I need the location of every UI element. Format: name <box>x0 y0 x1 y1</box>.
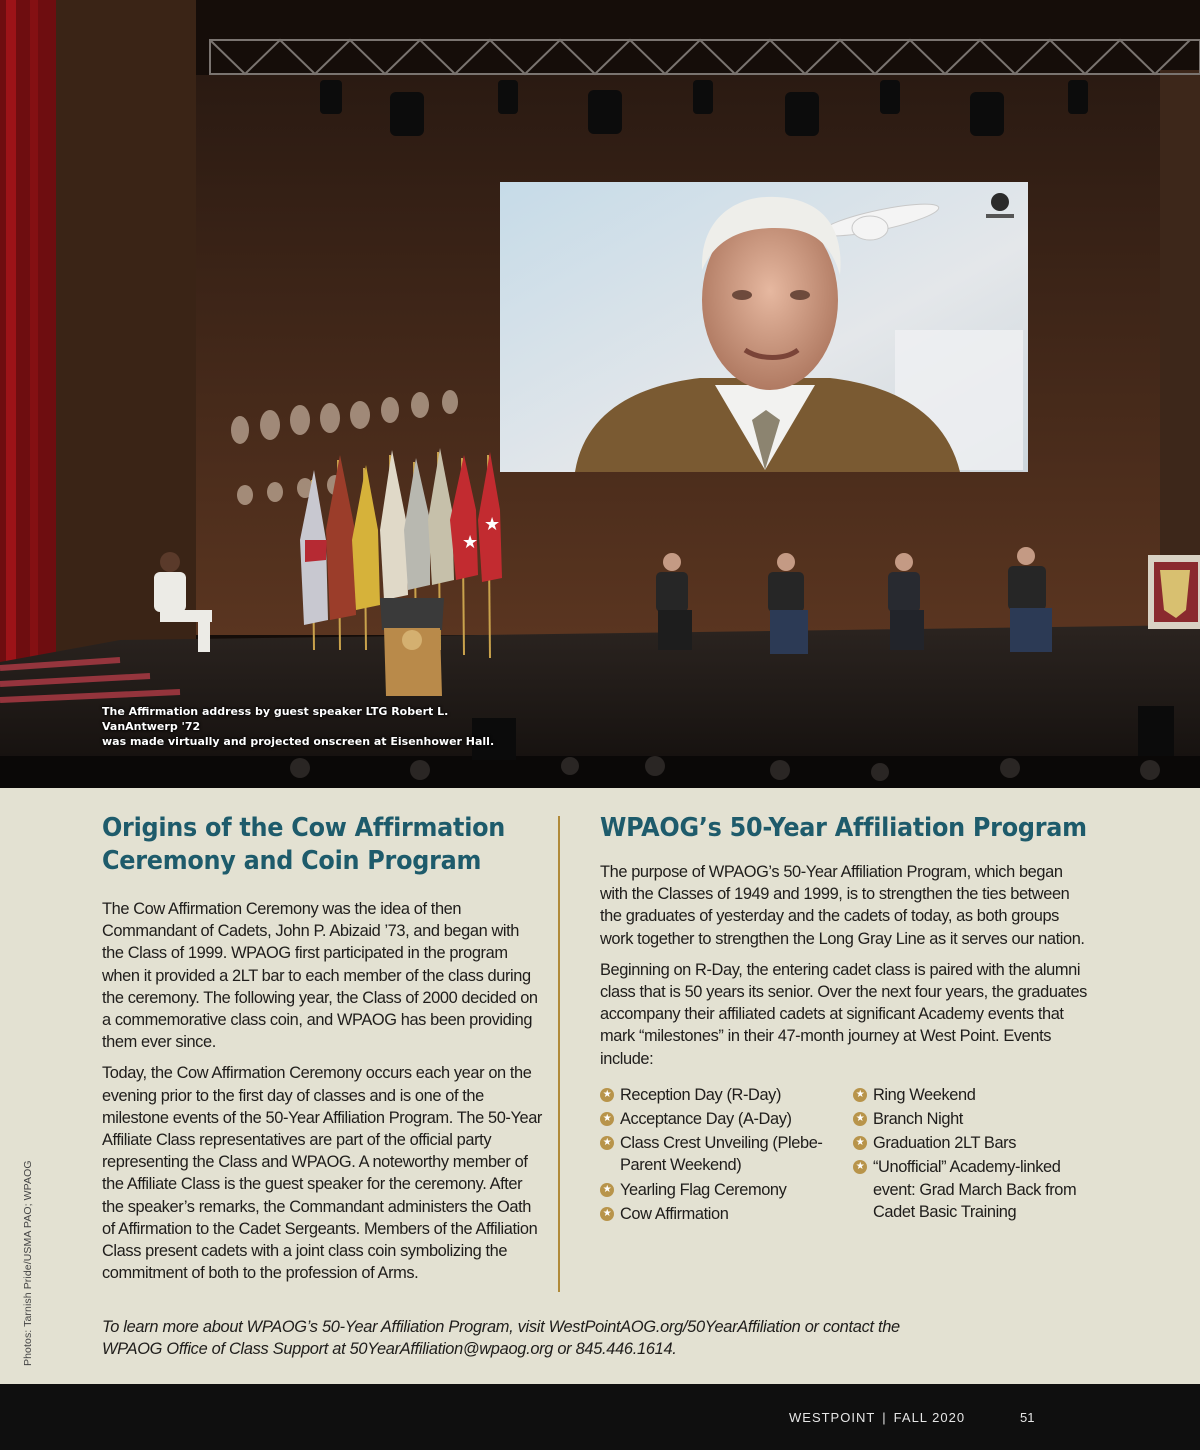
events-list-column-1 <box>600 1084 853 1227</box>
origins-paragraph-1: The Cow Affirmation Ceremony was the idea of then Commandant of Cadets, John P. Abizaid ’73, and began with the Class of 1999. WPAOG first participated in the program when it provided a 2LT bar to each member of the class during the ceremony. The following year, the Class of 2000 decided on a commemorative class coin, and WPAOG has been providing them ever since. <box>102 900 538 1052</box>
svg-text:★: ★ <box>462 532 479 553</box>
origins-paragraph-2: Today, the Cow Affirmation Ceremony occurs each year on the evening prior to the first day of classes and is one of the milestone events of the 50-Year Affiliation Program. The 50-Year Affiliate Class representatives are part of the official party representing the Class and WPAOG. A noteworthy member of the Affiliate Class is the guest speaker for the ceremony. After the speaker’s remarks, the Commandant administers the Oath of Affirmation to the Cadet Sergeants. Members of the Affiliation Class present cadets with a joint class coin symbolizing the commitment of both to the profession of Arms. <box>102 1064 542 1283</box>
caption-line-2: was made virtually and projected onscreen at Eisenhower Hall. <box>102 735 495 748</box>
class-crest-board <box>1148 555 1200 629</box>
lectern <box>380 598 444 696</box>
events-list-column-2 <box>853 1084 1088 1227</box>
star-bullet-icon: ★ <box>853 1160 867 1174</box>
star-bullet-icon: ★ <box>600 1207 614 1221</box>
origins-heading-line-2: Ceremony and Coin Program <box>102 846 482 876</box>
issue-name: FALL 2020 <box>893 1410 966 1425</box>
learn-more-note <box>102 1316 1082 1360</box>
page-number: 51 <box>1020 1410 1035 1425</box>
column-divider <box>558 816 560 1292</box>
star-bullet-icon: ★ <box>600 1112 614 1126</box>
list-item: ★ Class Crest Unveiling (Plebe-Parent Weekend) <box>600 1132 853 1176</box>
star-bullet-icon: ★ <box>853 1088 867 1102</box>
page-footer <box>0 1384 1200 1450</box>
caption-line-1: The Affirmation address by guest speaker LTG Robert L. VanAntwerp '72 <box>102 705 449 733</box>
star-bullet-icon: ★ <box>853 1136 867 1150</box>
publication-name: WESTPOINT <box>789 1410 876 1425</box>
origins-heading-line-1: Origins of the Cow Affirmation <box>102 813 506 843</box>
learn-more-line-1: To learn more about WPAOG’s 50-Year Affiliation Program, visit WestPointAOG.org/50YearAffiliation or contact the <box>102 1318 900 1336</box>
list-item: ★ Cow Affirmation <box>600 1203 853 1225</box>
star-bullet-icon: ★ <box>600 1136 614 1150</box>
list-item: ★ “Unofficial” Academy-linked event: Grad March Back from Cadet Basic Training <box>853 1156 1088 1223</box>
affiliation-paragraph-1: The purpose of WPAOG’s 50-Year Affiliation Program, which began with the Classes of 1949 and 1999, is to strengthen the ties between the graduates of yesterday and the cadets of today, as both groups work together to strengthen the Long Gray Line as it serves our nation. <box>600 863 1085 948</box>
list-item: ★ Ring Weekend <box>853 1084 1088 1106</box>
events-list <box>600 1084 1092 1227</box>
star-bullet-icon: ★ <box>600 1088 614 1102</box>
affiliation-column <box>600 812 1092 1227</box>
footer-separator: | <box>882 1410 887 1425</box>
photo-credit: Photos: Tarnish Pride/USMA PAO; WPAOG <box>22 1160 34 1366</box>
publication-info <box>789 1410 965 1425</box>
list-item: ★ Acceptance Day (A-Day) <box>600 1108 853 1130</box>
learn-more-line-2: WPAOG Office of Class Support at 50YearAffiliation@wpaog.org or 845.446.1614. <box>102 1340 677 1359</box>
list-item: ★ Branch Night <box>853 1108 1088 1130</box>
photo-caption <box>102 704 522 749</box>
list-item: ★ Yearling Flag Ceremony <box>600 1179 853 1201</box>
list-item: ★ Graduation 2LT Bars <box>853 1132 1088 1154</box>
list-item: ★ Reception Day (R-Day) <box>600 1084 853 1106</box>
origins-column <box>102 812 542 1293</box>
svg-text:★: ★ <box>484 514 501 535</box>
origins-heading <box>102 812 539 878</box>
affiliation-heading: WPAOG’s 50-Year Affiliation Program <box>600 813 1087 843</box>
star-bullet-icon: ★ <box>600 1183 614 1197</box>
audience <box>0 756 1200 788</box>
star-bullet-icon: ★ <box>853 1112 867 1126</box>
affiliation-paragraph-2: Beginning on R-Day, the entering cadet class is paired with the alumni class that is 50 years its senior. Over the next four years, the graduates accompany their affiliated cadets at significant Academy events that mark “milestones” in their 47-month journey at West Point. Events include: <box>600 960 1087 1068</box>
